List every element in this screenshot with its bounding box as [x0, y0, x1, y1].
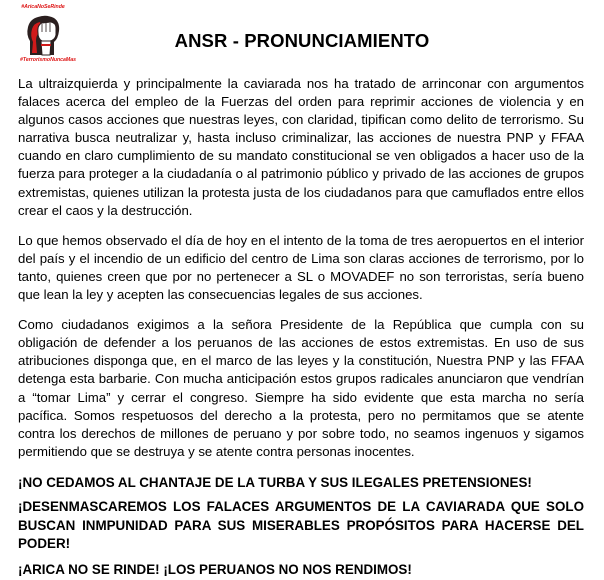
slogan-1: ¡NO CEDAMOS AL CHANTAJE DE LA TURBA Y SUS ILEGALES PRETENSIONES! — [18, 474, 532, 490]
paragraph-1: La ultraizquierda y principalmente la caviarada nos ha tratado de arrinconar con argumentos falaces acerca del empleo de la Fuerzas del orden para reprimir acciones de violencia y en algunos casos acciones que nuestras leyes, con claridad, tipifican como delito de terrorismo. Su narrativa busca neutralizar y, hasta incluso criminalizar, las acciones de nuestra PNP y FFAA cuando en claro cumplimiento de su mandato constitucional se ven obligados a hacer uso de la fuerza para proteger a la ciudadanía o al patrimonio público y privado de las acciones de grupos extremistas, quienes utilizan la protesta justa de los ciudadanos para que camuflados entre ellos crear el caos y la destrucción. — [18, 76, 584, 218]
paragraph-3: Como ciudadanos exigimos a la señora Presidente de la República que cumpla con su obligación de defender a los peruanos de las acciones de estos extremistas. En uso de sus atribuciones disponga que, en el marco de las leyes y la constitución, Nuestra PNP y las FFAA detenga esta barbarie. Con mucha anticipación estos grupos radicales anunciaron que vendrían a “tomar Lima” y cerrar el congreso. Siempre ha sido evidente que esta marcha no sería pacífica. Somos respetuosos del derecho a la protesta, pero no permitamos que se atente contra los derechos de millones de peruano y por sobre todo, no seamos ingenuos y sigamos permitiendo que se destruya y se atente contra personas inocentes. — [18, 317, 584, 459]
document-body — [18, 75, 584, 579]
logo-hashtag-bottom: #TerrorismoNuncaMas — [20, 57, 77, 63]
slogan-2: ¡DESENMASCAREMOS LOS FALACES ARGUMENTOS DE LA CAVIARADA QUE SOLO BUSCAN INMPUNIDAD PARA SUS MISERABLES PROPÓSITOS PARA HACERSE DEL PODER! — [18, 499, 584, 552]
logo-hashtag-top: #AricaNoSeRinde — [21, 4, 65, 10]
document-title: ANSR - PRONUNCIAMIENTO — [174, 30, 430, 51]
slogan-3: ¡ARICA NO SE RINDE! ¡LOS PERUANOS NO NOS RENDIMOS! — [18, 561, 412, 577]
paragraph-2: Lo que hemos observado el día de hoy en el intento de la toma de tres aeropuertos en el interior del país y el incendio de un edificio del centro de Lima son claras acciones de terrorismo, por lo tanto, quienes creen que por no pertenecer a SL o MOVADEF no son terroristas, sería bueno que lean la ley y acepten las consecuencias legales de sus acciones. — [18, 232, 584, 303]
